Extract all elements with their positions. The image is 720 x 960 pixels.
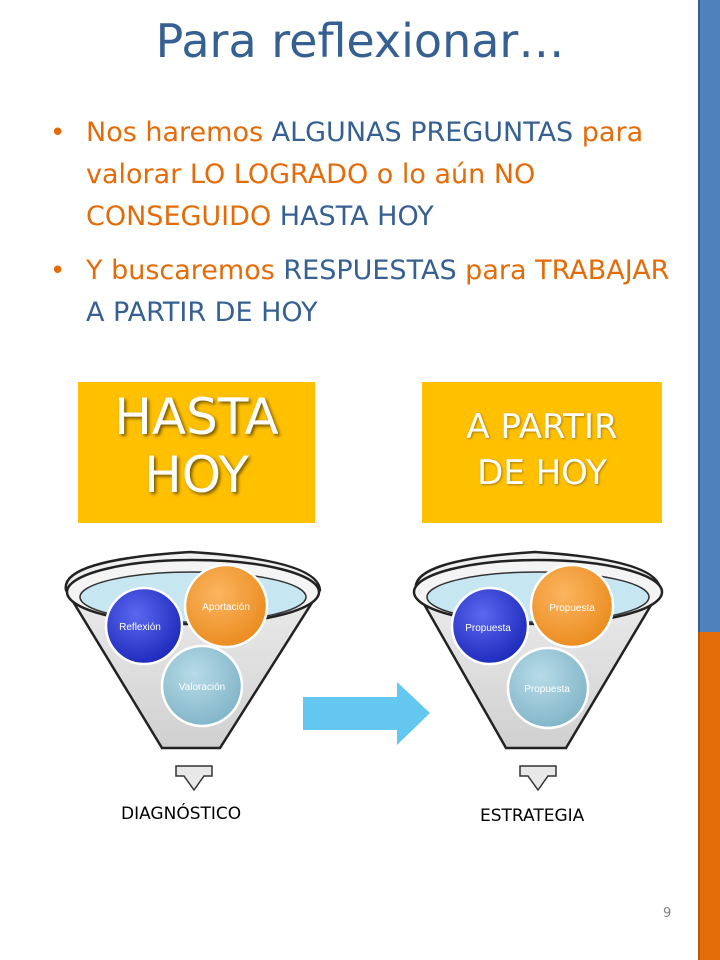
box-line: HOY xyxy=(144,446,249,504)
circle-label: Aportación xyxy=(202,602,250,613)
bullet-text-part: para xyxy=(456,255,536,286)
page-title: Para reflexionar… xyxy=(155,14,565,68)
box-line: DE HOY xyxy=(477,453,607,493)
bullet-text-part: para valorar xyxy=(86,117,644,190)
funnel-label-diagnostico: DIAGNÓSTICO xyxy=(121,804,242,824)
circle-label: Propuesta xyxy=(524,684,570,695)
down-arrow-icon xyxy=(176,766,212,790)
down-arrow-icon xyxy=(520,766,556,790)
bullet-text-part: TRABAJAR xyxy=(535,255,670,286)
funnel-left xyxy=(66,552,320,790)
circle-label: Propuesta xyxy=(465,623,511,634)
bullet-text-part: RESPUESTAS xyxy=(283,255,457,286)
bullet-text-part: LO LOGRADO o lo aún NO CONSEGUIDO xyxy=(86,159,536,232)
funnel-label-estrategia: ESTRATEGIA xyxy=(480,806,585,826)
bullet-text-part: ALGUNAS PREGUNTAS xyxy=(271,117,574,148)
bullet-text-part: A PARTIR DE HOY xyxy=(86,297,318,328)
bullet-text-part: Nos haremos xyxy=(86,117,272,148)
funnel-right xyxy=(414,552,662,790)
circle-label: Reflexión xyxy=(119,622,161,633)
bullet-text-part: Y buscaremos xyxy=(86,255,284,286)
right-arrow-icon xyxy=(303,682,430,745)
bullet-dot-icon: • xyxy=(50,118,66,148)
page-number: 9 xyxy=(663,906,672,921)
bullet-text-part: HASTA HOY xyxy=(271,201,434,232)
box-line: A PARTIR xyxy=(466,407,618,447)
circle-label: Valoración xyxy=(178,682,226,693)
circle-label: Propuesta xyxy=(549,603,595,614)
bullet-dot-icon: • xyxy=(50,256,66,286)
box-line: HASTA xyxy=(114,388,279,446)
